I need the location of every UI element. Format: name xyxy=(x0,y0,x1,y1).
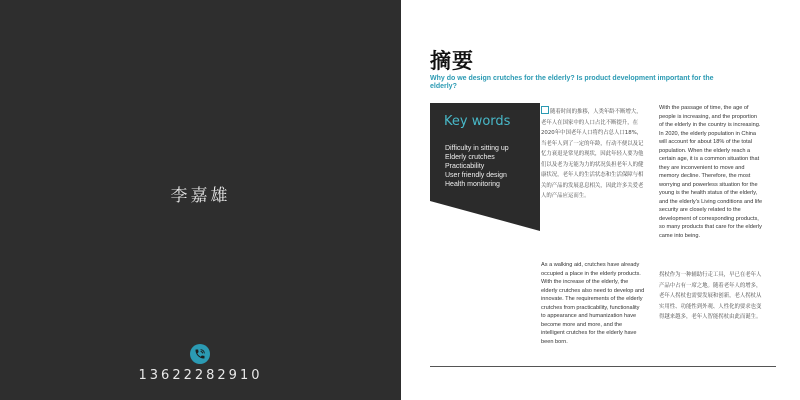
phone-icon xyxy=(190,344,210,364)
footer-divider xyxy=(430,366,776,367)
chinese-abstract-top xyxy=(541,106,644,202)
page-subtitle: Why do we design crutches for the elderly? Is product development important for the elderly? xyxy=(430,75,714,90)
paragraph-marker-icon xyxy=(541,106,549,114)
english-abstract-top: With the passage of time, the age of people is increasing, and the proportion of the elderly in the country is increasing. In 2020, the elderly population in China will account for about 18% of the total population. When the elderly reach a certain age, it is a common situation that they are inconvenient to move and memory decline. Therefore, the most worrying and powerless situation for the young is the health status of the elderly, and the elderly's Living conditions and life security are closely related to the development of corresponding products, so many products that care for the elderly came into being. xyxy=(659,105,763,239)
chinese-abstract-top-text: 随着时间的推移，人类年龄不断增大，老年人在国家中的人口占比不断提升，在2020年中国老年人口将约占总人口18%，当老年人到了一定的年龄，行动不便以及记忆力衰退是常见的现状，因此年轻人要为他们以及老为无能为力的状况负担老年人的健康状况，老年人的生活状态和生活保障与相关的产品的发展息息相关，因此许多关爱老人的产品应运而生。 xyxy=(541,109,644,199)
keyword-item: Elderly crutches xyxy=(445,154,495,161)
keyword-item: Practicability xyxy=(445,163,485,170)
keywords-list xyxy=(445,144,509,189)
keyword-item: Difficulty in sitting up xyxy=(445,145,509,152)
english-abstract-bottom: As a walking aid, crutches have already occupied a place in the elderly products. With the increase of the elderly, the elderly crutches also need to develop and innovate. The requirements of the elderly crutches from practicability, functionality to appearance and humanization have become more and more, and the intelligent crutches for the elderly have been born. xyxy=(541,262,645,345)
keywords-heading: Key words xyxy=(444,114,511,129)
chinese-abstract-bottom: 拐杖作为一种辅助行走工具，早已在老年人产品中占有一席之地。随着老年人的增多，老年人拐杖也需要发展和创新，老人拐杖从实用性、功能性到外观、人性化的要求也变得越来越多，老年人智能拐杖由此而诞生。 xyxy=(659,272,762,320)
page-title: 摘要 xyxy=(430,49,474,73)
keyword-item: Health monitoring xyxy=(445,181,500,188)
phone-number: 13622282910 xyxy=(138,368,263,383)
keyword-item: User friendly design xyxy=(445,172,507,179)
author-name: 李嘉雄 xyxy=(170,186,231,206)
